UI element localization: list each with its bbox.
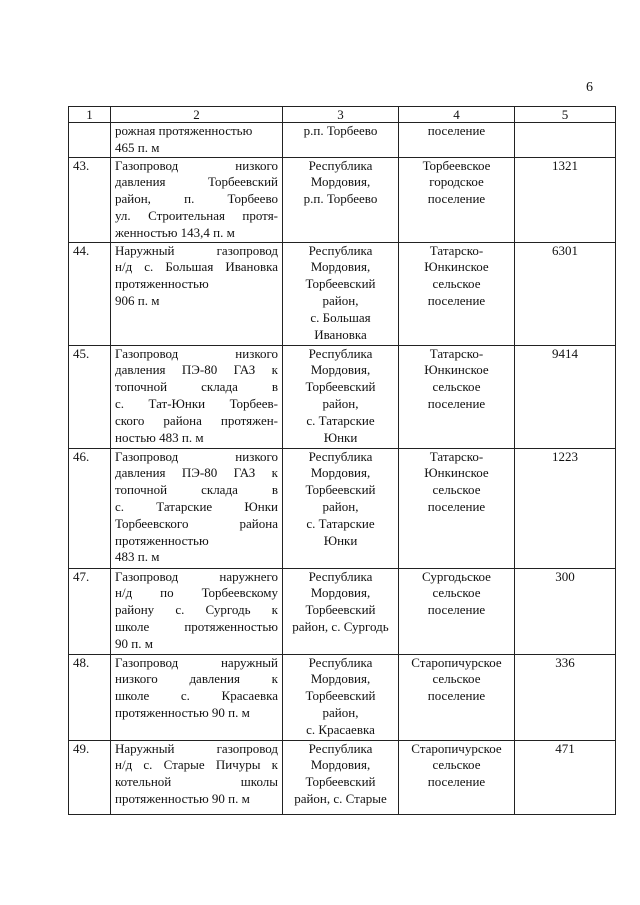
- object-name-cell: [111, 242, 283, 345]
- address-cell: Республика Мордовия, Торбеевский район, с. Старые: [283, 740, 399, 814]
- address-cell: р.п. Торбеево: [283, 123, 399, 158]
- column-number-row: [69, 107, 616, 123]
- settlement-cell: поселение: [399, 123, 515, 158]
- table-row: [69, 654, 616, 740]
- object-name-line: район, п. Торбеево: [115, 191, 278, 207]
- table-row: [69, 448, 616, 568]
- object-name-line: ностью 483 п. м: [115, 429, 204, 445]
- object-name-line: давления Торбеевский: [115, 174, 278, 190]
- object-name-line: давления ПЭ-80 ГАЗ к: [115, 465, 278, 481]
- object-name-line: низкого давления к: [115, 671, 278, 687]
- object-name-line: топочной склада в: [115, 379, 278, 395]
- object-name-line: рожная протяженностью: [115, 123, 253, 138]
- object-name-cell: [111, 345, 283, 448]
- object-name-cell: [111, 654, 283, 740]
- column-header: 4: [399, 107, 515, 123]
- row-number-cell: 49.: [69, 740, 111, 814]
- address-cell: Республика Мордовия, Торбеевский район, с. Большая Ивановка: [283, 242, 399, 345]
- object-name-line: ского района протяжен-: [115, 412, 278, 428]
- object-name-line: протяженностью: [115, 276, 209, 292]
- object-name-cell: [111, 157, 283, 242]
- settlement-cell: Торбеевское городское поселение: [399, 157, 515, 242]
- object-name-line: 483 п. м: [115, 549, 160, 565]
- object-name-line: Газопровод наружный: [115, 654, 278, 670]
- object-name-cell: [111, 123, 283, 158]
- object-name-line: 90 п. м: [115, 635, 153, 651]
- settlement-cell: Татарско- Юнкинское сельское поселение: [399, 448, 515, 568]
- column-header: 5: [515, 107, 616, 123]
- table-row: [69, 740, 616, 814]
- object-name-cell: [111, 448, 283, 568]
- object-name-line: с. Тат-Юнки Торбеев-: [115, 395, 278, 411]
- page-number: 6: [586, 80, 593, 95]
- object-name-line: протяженностью: [115, 532, 209, 548]
- object-name-line: Наружный газопровод: [115, 242, 278, 258]
- object-name-line: Газопровод низкого: [115, 345, 278, 361]
- value-cell: [515, 123, 616, 158]
- value-cell: 6301: [515, 242, 616, 345]
- address-cell: Республика Мордовия, Торбеевский район, с. Сургодь: [283, 568, 399, 654]
- value-cell: 471: [515, 740, 616, 814]
- table-body: [69, 107, 616, 815]
- row-number-cell: 44.: [69, 242, 111, 345]
- object-name-line: Торбеевского района: [115, 515, 278, 531]
- object-name-line: с. Татарские Юнки: [115, 498, 278, 514]
- object-name-line: школе с. Красаевка: [115, 688, 278, 704]
- settlement-cell: Старопичурское сельское поселение: [399, 740, 515, 814]
- table-row: [69, 568, 616, 654]
- table-row: [69, 123, 616, 158]
- object-name-line: Наружный газопровод: [115, 740, 278, 756]
- gas-pipeline-table: [68, 106, 616, 815]
- row-number-cell: 45.: [69, 345, 111, 448]
- row-number-cell: 43.: [69, 157, 111, 242]
- object-name-line: Газопровод низкого: [115, 157, 278, 173]
- column-header: 2: [111, 107, 283, 123]
- column-header: 1: [69, 107, 111, 123]
- table-row: [69, 242, 616, 345]
- object-name-line: 465 п. м: [115, 139, 160, 155]
- object-name-line: н/д с. Старые Пичуры к: [115, 757, 278, 773]
- settlement-cell: Старопичурское сельское поселение: [399, 654, 515, 740]
- row-number-cell: 46.: [69, 448, 111, 568]
- address-cell: Республика Мордовия, Торбеевский район, с. Татарские Юнки: [283, 448, 399, 568]
- object-name-line: котельной школы: [115, 774, 278, 790]
- object-name-line: н/д по Торбеевскому: [115, 585, 278, 601]
- object-name-line: женностью 143,4 п. м: [115, 224, 235, 240]
- object-name-cell: [111, 740, 283, 814]
- value-cell: 300: [515, 568, 616, 654]
- row-number-cell: [69, 123, 111, 158]
- object-name-line: протяженностью 90 п. м: [115, 790, 250, 806]
- settlement-cell: Татарско- Юнкинское сельское поселение: [399, 242, 515, 345]
- object-name-line: району с. Сургодь к: [115, 602, 278, 618]
- address-cell: Республика Мордовия, Торбеевский район, с. Красаевка: [283, 654, 399, 740]
- object-name-line: протяженностью 90 п. м: [115, 704, 250, 720]
- settlement-cell: Сургодьское сельское поселение: [399, 568, 515, 654]
- value-cell: 1321: [515, 157, 616, 242]
- row-number-cell: 47.: [69, 568, 111, 654]
- object-name-line: школе протяженностью: [115, 618, 278, 634]
- settlement-cell: Татарско- Юнкинское сельское поселение: [399, 345, 515, 448]
- table-row: [69, 157, 616, 242]
- object-name-line: давления ПЭ-80 ГАЗ к: [115, 362, 278, 378]
- object-name-line: 906 п. м: [115, 292, 160, 308]
- row-number-cell: 48.: [69, 654, 111, 740]
- object-name-cell: [111, 568, 283, 654]
- table-row: [69, 345, 616, 448]
- object-name-line: Газопровод наружнего: [115, 568, 278, 584]
- object-name-line: ул. Строительная протя-: [115, 207, 278, 223]
- address-cell: Республика Мордовия, р.п. Торбеево: [283, 157, 399, 242]
- column-header: 3: [283, 107, 399, 123]
- value-cell: 9414: [515, 345, 616, 448]
- object-name-line: Газопровод низкого: [115, 448, 278, 464]
- value-cell: 336: [515, 654, 616, 740]
- value-cell: 1223: [515, 448, 616, 568]
- object-name-line: н/д с. Большая Ивановка: [115, 259, 278, 275]
- object-name-line: топочной склада в: [115, 482, 278, 498]
- address-cell: Республика Мордовия, Торбеевский район, с. Татарские Юнки: [283, 345, 399, 448]
